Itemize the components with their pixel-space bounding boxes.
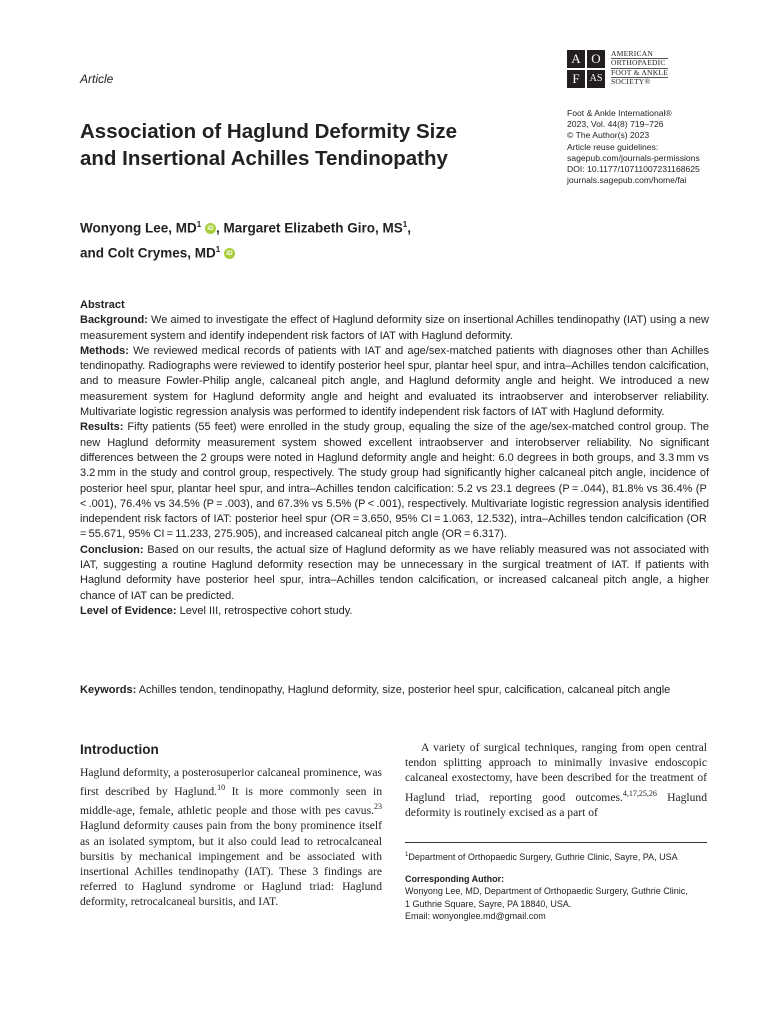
corresponding-email[interactable]: Email: wonyonglee.md@gmail.com [405,911,546,922]
orcid-icon[interactable]: iD [205,223,216,234]
abstract-conclusion: Conclusion: Based on our results, the actual size of Haglund deformity as we have reliably measured was not associated with IAT, suggesting a routine Haglund deformity resection may be unnecessary in the surgical treatment of IAT. If patients with Haglund deformity have posterior heel spur, intra–Achilles tendon calcification, or increased calcaneal pitch angle, a higher chance of IAT can be predicted. [80,543,709,602]
left-column [80,740,382,910]
journal-info [567,108,757,186]
intro-paragraph-2: A variety of surgical techniques, ranging from open central tendon splitting approach to minimally invasive endoscopic calcaneal exostectomy, have been described for the treatment of Haglund triad, reporting good outcomes.$^{4,17,25,26}$ Haglund deformity is routinely excised as a part of [405,741,707,819]
intro-paragraph-1: Haglund deformity, a posterosuperior calcaneal prominence, was first described by Haglund.$^{10}$ It is more commonly seen in middle-age, female, athletic people and those with pes cavus.$^{23}$ Haglund deformity causes pain from the bony prominence itself as an isolated symptom, but it also could lead to retrocalcaneal bursitis by mechanical impingement and be associated with insertional Achilles tendinopathy (IAT). These 3 findings are referred to Haglund syndrome or Haglund triad: Haglund deformity, retrocalcaneal bursitis, and IAT. [80,766,382,909]
logo-society-name: AMERICAN ORTHOPAEDIC FOOT & ANKLE SOCIETY® [611,49,669,87]
logo-letter-a: A [567,50,585,68]
author-list: Wonyong Lee, $MD^1$ iD , Margaret Elizabeth Giro, $MS^1$, and Colt Crymes, $MD^1$ iD [80,220,411,260]
right-column [405,740,707,820]
journal-volume: 2023, Vol. 44(8) 719–726 [567,119,664,130]
affiliation: $^1$Department of Orthopaedic Surgery, Guthrie Clinic, Sayre, PA, USA [405,852,678,862]
abstract-methods: Methods: We reviewed medical records of patients with IAT and age/sex-matched patients with diagnoses other than Achilles tendinopathy. Radiographs were reviewed to identify posterior heel spur, plantar heel spur, and intra–Achilles tendon calcification, and to measure Fowler-Philip angle, calcaneal pitch angle, and Haglund deformity angle and height. We introduced a new measurement system for Haglund deformity angle and height and evaluated its intraobserver and interobserver reliability. Multivariate logistic regression analysis was performed to identify independent risk factors of IAT with Haglund deformity. [80,344,710,419]
logo-letter-f: F [567,70,585,88]
logo-letter-as: AS [587,70,605,88]
copyright: © The Author(s) 2023 [567,130,650,141]
keywords: Keywords: Achilles tendon, tendinopathy, Haglund deformity, size, posterior heel spur, calcification, calcaneal pitch angle [80,684,671,696]
article-title: Association of Haglund Deformity Size and Insertional Achilles Tendinopathy [80,120,458,170]
abstract-results: Results: Fifty patients (55 feet) were enrolled in the study group, equaling the size of the age/sex-matched control group. The new Haglund deformity measurement system showed excellent intraobserver and interobserver reliability. No significant differences between the 2 groups were noted in Haglund deformity angle and height: 6.0 degrees in both groups, and 3.3 mm vs 3.2 mm in the study and control group, respectively. The study group had significantly higher calcaneal pitch angle, incidence of posterior heel spur, plantar heel spur, and intra–Achilles tendon calcification: 5.2 vs 23.1 degrees (P = .044), 81.8% vs 36.4% (P < .001), 76.4% vs 34.5% (P = .003), and 67.3% vs 5.5% (P < .001), respectively. Multivariate logistic regression analysis identified independent risk factors of IAT: posterior heel spur (OR = 3.650, 95% CI = 1.063, 12.532), intra–Achilles tendon calcification (OR = 55.671, 95% CI = 11.233, 275.905), and increased calcaneal pitch angle (OR = 6.317). [80,421,709,541]
orcid-icon[interactable]: iD [224,248,235,259]
article-type-label: Article [80,72,114,86]
journal-name: Foot & Ankle International® [567,108,672,118]
abstract-heading: Abstract [80,299,125,311]
logo-letter-o: O [587,50,605,68]
journal-link[interactable]: journals.sagepub.com/home/fai [567,175,687,186]
abstract-level: Level of Evidence: Level III, retrospective cohort study. [80,604,353,617]
reuse-label: Article reuse guidelines: [567,141,659,152]
corresponding-line-1: Wonyong Lee, MD, Department of Orthopaedic Surgery, Guthrie Clinic, [405,886,688,897]
author-crymes: and Colt Crymes, MD [80,245,216,260]
reuse-link[interactable]: sagepub.com/journals-permissions [567,152,700,163]
abstract [80,298,709,619]
aofas-logo [567,50,702,90]
footnotes [405,849,715,923]
corresponding-line-2: 1 Guthrie Square, Sayre, PA 18840, USA. [405,898,572,909]
author-lee: Wonyong Lee, MD [80,220,197,236]
abstract-background: Background: We aimed to investigate the effect of Haglund deformity size on insertional Achilles tendinopathy (IAT) using a new measurement system and identify independent risk factors of IAT with Haglund deformity. [80,314,709,342]
corresponding-author-heading: Corresponding Author: [405,873,505,884]
footnote-divider [405,842,707,843]
author-giro: , Margaret Elizabeth Giro, MS [215,220,403,236]
doi[interactable]: DOI: 10.1177/10711007231168625 [567,164,700,175]
introduction-heading: Introduction [80,742,159,757]
